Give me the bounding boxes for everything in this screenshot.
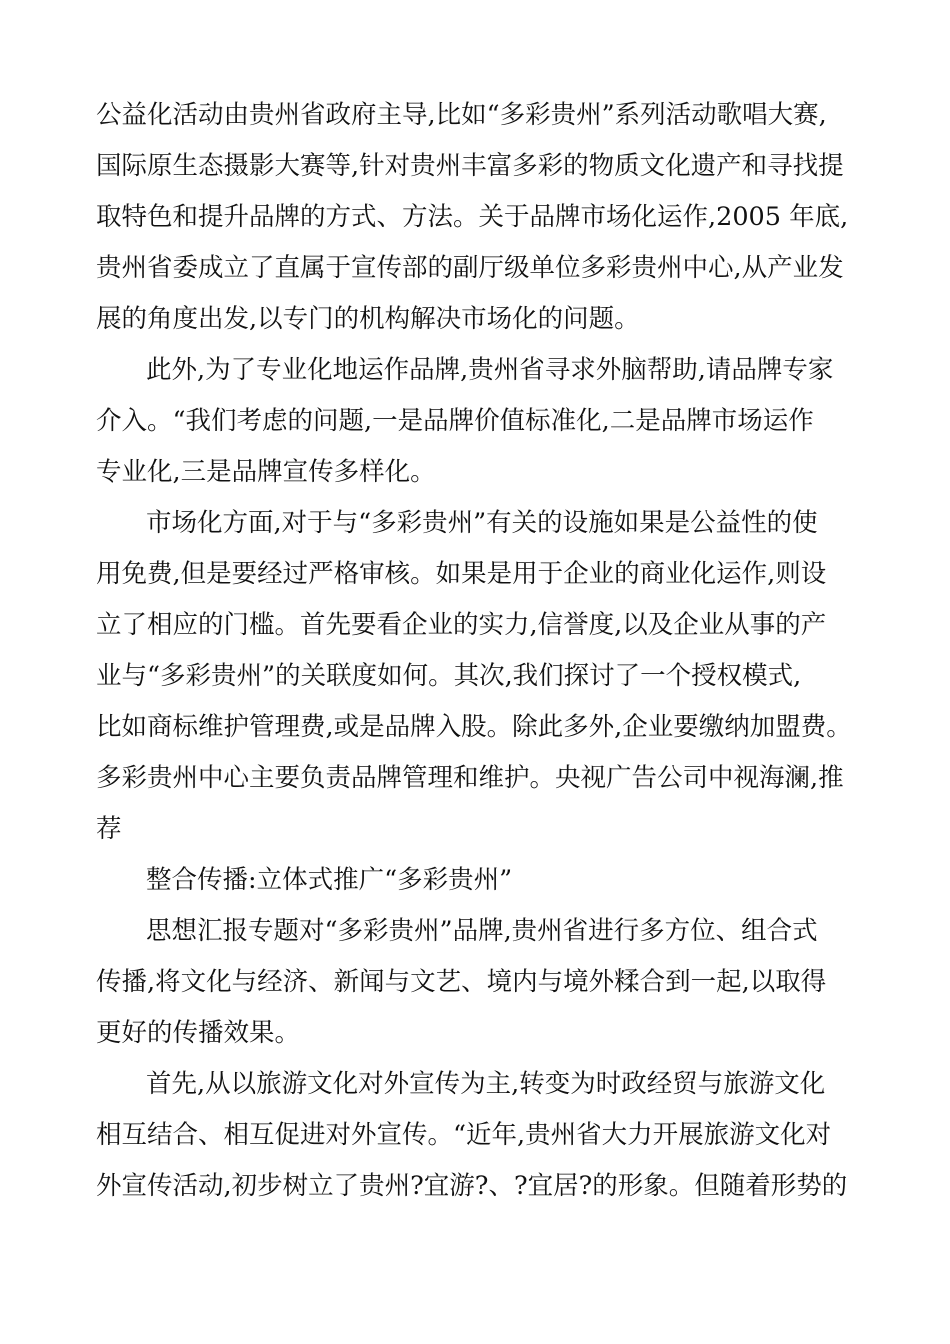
body-text: [96, 90, 866, 1212]
text-line: 外宣传活动,初步树立了贵州?宜游?、?宜居?的形象。但随着形势的: [96, 1171, 848, 1201]
text-line: 专业化,三是品牌宣传多样化。: [96, 457, 436, 487]
text-line: 多彩贵州中心主要负责品牌管理和维护。央视广告公司中视海澜,推: [96, 763, 844, 793]
text-line: 贵州省委成立了直属于宣传部的副厅级单位多彩贵州中心,从产业发: [96, 253, 844, 283]
text-line: 介入。“我们考虑的问题,一是品牌价值标准化,二是品牌市场运作: [96, 406, 814, 436]
text-line: 传播,将文化与经济、新闻与文艺、境内与境外糅合到一起,以取得: [96, 967, 827, 997]
text-line: 相互结合、相互促进对外宣传。“近年,贵州省大力开展旅游文化对: [96, 1120, 832, 1150]
text-line: 展的角度出发,以专门的机构解决市场化的问题。: [96, 304, 640, 334]
text-line: 更好的传播效果。: [96, 1018, 301, 1048]
paragraph-start-line: 此外,为了专业化地运作品牌,贵州省寻求外脑帮助,请品牌专家: [146, 355, 834, 385]
text-line: 比如商标维护管理费,或是品牌入股。除此多外,企业要缴纳加盟费。: [96, 712, 852, 742]
text-line: 公益化活动由贵州省政府主导,比如“多彩贵州”系列活动歌唱大赛,: [96, 100, 827, 130]
section-heading: 整合传播:立体式推广“多彩贵州”: [146, 865, 513, 895]
paragraph-start-line: 思想汇报专题对“多彩贵州”品牌,贵州省进行多方位、组合式: [146, 916, 818, 946]
text-line: 荐: [96, 814, 122, 844]
text-line: 业与“多彩贵州”的关联度如何。其次,我们探讨了一个授权模式,: [96, 661, 802, 691]
text-line: 立了相应的门槛。首先要看企业的实力,信誉度,以及企业从事的产: [96, 610, 827, 640]
paragraph-start-line: 首先,从以旅游文化对外宣传为主,转变为时政经贸与旅游文化: [146, 1069, 826, 1099]
paragraph-start-line: 市场化方面,对于与“多彩贵州”有关的设施如果是公益性的使: [146, 508, 818, 538]
text-line: 取特色和提升品牌的方式、方法。关于品牌市场化运作,2005 年底,: [96, 202, 849, 232]
text-line: 用免费,但是要经过严格审核。如果是用于企业的商业化运作,则设: [96, 559, 827, 589]
text-line: 国际原生态摄影大赛等,针对贵州丰富多彩的物质文化遗产和寻找提: [96, 151, 844, 181]
